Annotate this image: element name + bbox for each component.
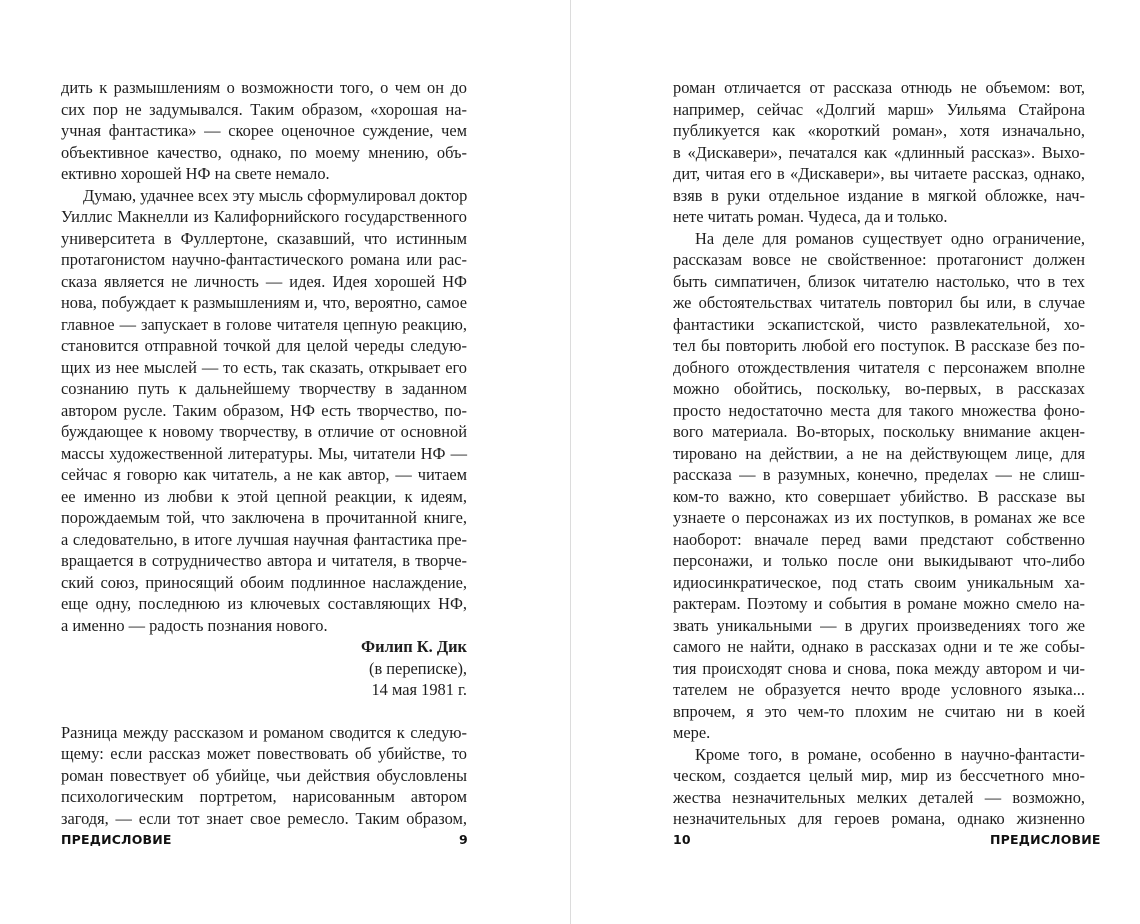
signature-block: [61, 636, 467, 701]
text-line: впрочем, я это чем-то плохим не считаю ни в коей: [673, 701, 1085, 721]
text-line: фантастики эскапистской, чисто развлекательной, хо-: [673, 314, 1085, 334]
section-break: [61, 701, 467, 722]
text-line: щих из нее мыслей — то есть, так сказать, открывает его: [61, 357, 467, 377]
text-line: сих пор не задумывался. Таким образом, «хорошая на-: [61, 99, 467, 119]
text-line: университета в Фуллертоне, сказавший, что истинным: [61, 228, 467, 248]
text-line: мере.: [673, 723, 711, 742]
text-line: щему: если рассказ может повествовать об убийстве, то: [61, 744, 467, 763]
paragraph: [673, 744, 1085, 830]
page-number: 10: [673, 832, 691, 847]
text-line: а именно — радость познания нового.: [61, 615, 328, 635]
text-line: Уиллис Макнелли из Калифорнийского государственного: [61, 207, 467, 226]
text-line: самого не найти, однако в рассказах одни и те же собы-: [673, 637, 1085, 656]
text-line: ее именно из любви к этой цепной реакции, к идеям,: [61, 486, 467, 506]
paragraph: [61, 185, 467, 637]
text-line: массы художественной литературы. Мы, читатели НФ —: [61, 443, 467, 463]
text-line: Разница между рассказом и романом сводится к следую-: [61, 722, 467, 742]
text-line: тия происходят снова и снова, пока между автором и чи-: [673, 658, 1085, 678]
signature-line: 14 мая 1981 г.: [371, 680, 467, 699]
text-line: вращается в сотрудничество автора и читателя, в творче-: [61, 551, 467, 570]
text-line: просто недостаточно места для такого множества фоно-: [673, 400, 1085, 420]
text-line: взяв в руки отдельное издание в мягкой обложке, нач-: [673, 185, 1085, 205]
paragraph: [673, 228, 1085, 744]
text-line: психологическим портретом, нарисованным автором: [61, 787, 467, 806]
text-line: буждающее к новому творчеству, в отличие от основной: [61, 422, 467, 441]
text-line: тателем не образуется нечто вроде условного языка...: [673, 680, 1085, 699]
text-line: роман повествует об убийце, чьи действия обусловлены: [61, 765, 467, 785]
text-line: рассказа — в разумных, конечно, пределах — не слиш-: [673, 465, 1085, 484]
text-line: персонажи, и только после они выкидывают что-либо: [673, 551, 1085, 570]
running-head: ПРЕДИСЛОВИЕ: [61, 832, 172, 847]
text-line: еще одну, последнюю из ключевых составляющих НФ,: [61, 594, 467, 613]
text-line: сейчас я говорю как читатель, а не как автор, — читаем: [61, 465, 467, 484]
text-line: роман отличается от рассказа отнюдь не объемом: вот,: [673, 78, 1085, 97]
text-line: Думаю, удачнее всех эту мысль сформулировал доктор: [83, 185, 468, 205]
running-head: ПРЕДИСЛОВИЕ: [990, 832, 1101, 847]
text-line: нова, побуждает к размышлениям и, что, вероятно, самое: [61, 293, 467, 312]
text-line: автором русле. Таким образом, НФ есть творчество, по-: [61, 400, 467, 420]
text-line: идиосинкратическое, под стать своим уникальным ха-: [673, 572, 1085, 592]
text-line: дить к размышлениям о возможности того, о чем он до: [61, 78, 467, 97]
page-number: 9: [459, 832, 468, 847]
text-line: дит, читая его в «Дискавери», вы читаете рассказ, однако,: [673, 164, 1085, 183]
text-line: наоборот: вначале перед вами предстают собственно: [673, 529, 1085, 549]
text-line: узнаете о персонажах из их поступков, в романах же все: [673, 508, 1085, 527]
text-line: жества незначительных мелких деталей — возможно,: [673, 787, 1085, 807]
text-line: публикуется как «короткий роман», хотя изначально,: [673, 121, 1085, 140]
text-line: Кроме того, в романе, особенно в научно-фантасти-: [695, 744, 1085, 764]
signature-author: Филип К. Дик: [361, 637, 467, 656]
text-line: становится отправной точкой для целой череды следую-: [61, 336, 467, 355]
text-line: звать уникальными — в других произведениях того же: [673, 615, 1085, 635]
signature-line: (в переписке),: [368, 658, 467, 678]
text-line: рактерам. Поэтому и события в романе можно смело на-: [673, 594, 1085, 613]
text-line: в «Дискавери», печатался как «длинный рассказ». Выхо-: [673, 142, 1085, 162]
text-line: главное — запускает в голове читателя цепную реакцию,: [61, 314, 467, 334]
text-line: учная фантастика» — скорее оценочное суждение, чем: [61, 121, 467, 140]
text-line: порождаемым той, что заключена в прочитанной книге,: [61, 508, 467, 527]
text-line: сознанию путь к дальнейшему творчеству в заданном: [61, 379, 467, 398]
paragraph: [673, 77, 1085, 228]
text-line: добного отождествления читателя с персонажем вполне: [673, 357, 1085, 377]
text-line: объективное качество, однако, по моему мнению, объ-: [61, 142, 467, 162]
text-line: рассказам вовсе не свойственное: протагонист должен: [673, 250, 1085, 269]
paragraph: [61, 77, 467, 185]
text-line: ком-то важно, кто совершает убийство. В рассказе вы: [673, 486, 1085, 506]
left-page-text: [61, 77, 467, 829]
text-line: ческом, создается целый мир, мир из бессчетного мно-: [673, 766, 1085, 785]
text-line: вого материала. Во-вторых, поскольку внимание акцен-: [673, 422, 1085, 441]
right-page-text: [673, 77, 1085, 830]
text-line: тел бы повторить любой его поступок. В рассказе без по-: [673, 336, 1085, 355]
text-line: нете читать роман. Чудеса, да и только.: [673, 207, 948, 226]
text-line: тировано на действии, а не на действующем лице, для: [673, 443, 1085, 463]
text-line: быть симпатичен, близок читателю настолько, что в тех: [673, 271, 1085, 291]
text-line: ективно хорошей НФ на свете немало.: [61, 164, 330, 183]
text-line: На деле для романов существует одно ограничение,: [695, 228, 1085, 248]
right-page: [571, 0, 1140, 924]
text-line: сказа является не личность — идея. Идея хорошей НФ: [61, 271, 467, 291]
text-line: протагонистом научно-фантастического романа или рас-: [61, 250, 467, 269]
text-line: незначительных для героев романа, однако жизненно: [673, 809, 1085, 828]
text-line: же обстоятельствах читатель повторил бы или, в случае: [673, 293, 1085, 312]
text-line: ский союз, приносящий обоим подлинное наслаждение,: [61, 572, 467, 592]
text-line: можно обойтись, поскольку, во-первых, в рассказах: [673, 379, 1085, 398]
paragraph: [61, 722, 467, 830]
text-line: например, сейчас «Долгий марш» Уильяма Стайрона: [673, 99, 1085, 119]
text-line: загодя, — если тот знает свое ремесло. Таким образом,: [61, 808, 467, 828]
text-line: а следовательно, в итоге лучшая научная фантастика пре-: [61, 529, 467, 549]
